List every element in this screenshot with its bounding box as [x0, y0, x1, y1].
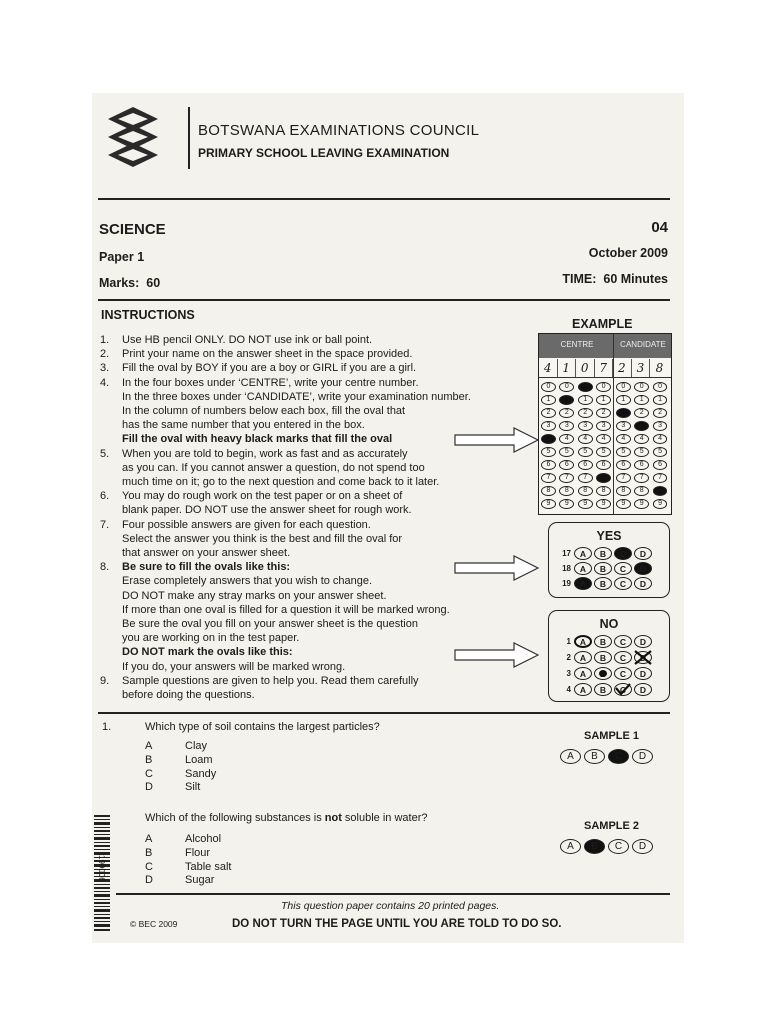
answer-bubble: 6: [596, 460, 611, 470]
marks-value: 60: [146, 276, 161, 290]
answer-bubble: 8: [616, 486, 631, 496]
answer-bubble: 3: [616, 421, 631, 431]
option: B Loam: [145, 753, 213, 766]
exam-date: October 2009: [588, 246, 668, 260]
arrow-right-icon: [454, 641, 540, 669]
answer-oval-c: C: [614, 667, 632, 680]
council-name: BOTSWANA EXAMINATIONS COUNCIL: [198, 122, 480, 139]
option: A Clay: [145, 740, 208, 752]
oval-group: [574, 651, 652, 664]
instruction-line: In the three boxes under ‘CANDIDATE’, write your examination number.: [122, 390, 471, 403]
subject: SCIENCE: [99, 221, 166, 238]
answer-bubble: 7: [634, 473, 649, 483]
rule-top: [98, 198, 670, 200]
answer-bubble: 7: [653, 473, 668, 483]
answer-oval-b: B: [584, 839, 605, 854]
answer-bubble: 4: [541, 434, 556, 444]
rule-questions: [98, 712, 670, 714]
dot-mark-icon: [599, 670, 607, 677]
answer-bubble: 4: [653, 434, 668, 444]
answer-oval-b: B: [594, 547, 612, 560]
answer-bubble: 9: [541, 499, 556, 509]
no-row: [557, 635, 652, 648]
answer-oval-c: C: [614, 577, 632, 590]
answer-bubble: 9: [578, 499, 593, 509]
bubble-row: [539, 497, 671, 510]
answer-bubble: 1: [634, 395, 649, 405]
answer-bubble: 9: [596, 499, 611, 509]
answer-bubble: 1: [596, 395, 611, 405]
answer-bubble: 2: [596, 408, 611, 418]
option: C Sandy: [145, 767, 217, 780]
answer-bubble: 8: [653, 486, 668, 496]
answer-bubble: 6: [653, 460, 668, 470]
answer-oval-a: A: [574, 635, 592, 648]
answer-oval-d: D: [634, 635, 652, 648]
no-box: [548, 610, 670, 702]
answer-bubble: 2: [541, 408, 556, 418]
answer-bubble: 0: [596, 382, 611, 392]
answer-oval-b: B: [594, 651, 612, 664]
instruction-line: 2. Print your name on the answer sheet in the space provided.: [100, 348, 413, 361]
instruction-line: If more than one oval is filled for a question it will be marked wrong.: [122, 603, 450, 616]
answer-bubble: 9: [653, 499, 668, 509]
answer-bubble: 7: [541, 473, 556, 483]
answer-oval-d: D: [634, 547, 652, 560]
header-divider: [188, 107, 190, 169]
no-row: [557, 667, 652, 680]
answer-oval-b: B: [584, 749, 605, 764]
time-value: 60 Minutes: [603, 272, 668, 286]
instruction-line: If you do, your answers will be marked wrong.: [122, 660, 346, 673]
answer-bubble: 2: [634, 408, 649, 418]
answer-bubble: 1: [578, 395, 593, 405]
answer-bubble: 5: [653, 447, 668, 457]
answer-bubble: 0: [559, 382, 574, 392]
answer-bubble: 0: [578, 382, 593, 392]
answer-bubble: 6: [559, 460, 574, 470]
answer-bubble: 1: [616, 395, 631, 405]
answer-oval-c: C: [614, 562, 632, 575]
answer-bubble: 7: [596, 473, 611, 483]
answer-oval-c: C: [614, 635, 632, 648]
answer-bubble: 6: [578, 460, 593, 470]
page-count: This question paper contains 20 printed pages.: [281, 900, 500, 912]
sample-label: SAMPLE 1: [584, 730, 640, 742]
answer-bubble: 2: [653, 408, 668, 418]
answer-oval-d: D: [634, 683, 652, 696]
bubble-grid: [539, 380, 671, 510]
instruction-line: before doing the questions.: [122, 689, 255, 702]
row-number: 3: [566, 669, 571, 678]
answer-oval-a: A: [574, 683, 592, 696]
bubble-row: [539, 458, 671, 471]
oval-group: [560, 749, 653, 764]
instructions-title: INSTRUCTIONS: [101, 308, 195, 322]
answer-oval-b: [594, 667, 612, 680]
bubble-row: [539, 471, 671, 484]
yes-row: [557, 562, 652, 575]
instruction-line: 1. Use HB pencil ONLY. DO NOT use ink or ball point.: [100, 334, 373, 346]
answer-bubble: 2: [616, 408, 631, 418]
instruction-line: Fill the oval with heavy black marks that fill the oval: [122, 433, 393, 446]
answer-oval-c: C: [608, 749, 629, 764]
instruction-line: 4. In the four boxes under ‘CENTRE’, write your centre number.: [100, 376, 419, 389]
row-number: 4: [566, 685, 571, 694]
instruction-line: Select the answer you think is the best and fill the oval for: [122, 532, 403, 545]
instruction-line: Erase completely answers that you wish to change.: [122, 575, 373, 588]
yes-title: YES: [596, 529, 622, 543]
answer-bubble: 3: [596, 421, 611, 431]
bubble-row: [539, 380, 671, 393]
instruction-line: has the same number that you entered in the box.: [122, 419, 365, 432]
answer-oval-b: B: [594, 577, 612, 590]
bubble-row: [539, 445, 671, 458]
yes-row: [557, 547, 652, 560]
instruction-line: DO NOT make any stray marks on your answer sheet.: [122, 589, 387, 602]
answer-oval-a: A: [560, 839, 581, 854]
oval-group: [574, 562, 652, 575]
oval-group: [574, 635, 652, 648]
digit-cell: 1: [558, 359, 577, 377]
answer-oval-a: A: [574, 562, 592, 575]
no-title: NO: [599, 617, 619, 631]
bubble-row: [539, 393, 671, 406]
answer-oval-c: C: [614, 651, 632, 664]
answer-bubble: 6: [634, 460, 649, 470]
answer-oval-b: B: [594, 635, 612, 648]
answer-oval-d: D: [634, 667, 652, 680]
oval-group: [574, 577, 652, 590]
option: C Table salt: [145, 860, 232, 873]
digit-cell: 0: [576, 359, 595, 377]
instruction-line: blank paper. DO NOT use the answer sheet for rough work.: [122, 504, 412, 517]
answer-bubble: 0: [653, 382, 668, 392]
answer-bubble: 0: [541, 382, 556, 392]
question-options: [145, 833, 231, 888]
instruction-line: you are working on in the test paper.: [122, 632, 300, 645]
bubble-row: [539, 484, 671, 497]
answer-bubble: 0: [634, 382, 649, 392]
answer-bubble: 9: [559, 499, 574, 509]
paper-number: Paper 1: [99, 250, 145, 264]
answer-bubble: 3: [634, 421, 649, 431]
answer-bubble: 1: [541, 395, 556, 405]
answer-bubble: 8: [578, 486, 593, 496]
sample-label: SAMPLE 2: [584, 820, 640, 832]
bubble-row: [539, 419, 671, 432]
no-row: [557, 683, 652, 696]
yes-row: [557, 577, 652, 590]
answer-bubble: 4: [559, 434, 574, 444]
row-number: 1: [566, 637, 571, 646]
answer-bubble: 9: [616, 499, 631, 509]
answer-bubble: 3: [653, 421, 668, 431]
time: [562, 272, 668, 286]
example-title: EXAMPLE: [572, 317, 633, 331]
option: D Sugar: [145, 874, 215, 887]
copyright: © BEC 2009: [130, 919, 178, 929]
question-options: [145, 740, 216, 795]
sample-answer: [560, 839, 653, 854]
answer-bubble: 4: [596, 434, 611, 444]
question-number: 1.: [102, 721, 112, 733]
paper-code: 04: [651, 219, 668, 236]
option: D Silt: [145, 781, 201, 794]
barcode-number: 199006: [97, 855, 106, 882]
answer-oval-c: C: [614, 683, 632, 696]
oval-group: [560, 839, 653, 854]
time-label: TIME:: [562, 272, 597, 286]
question-text: Which type of soil contains the largest particles?: [145, 721, 380, 733]
bec-logo-icon: [104, 105, 162, 173]
exam-paper: [92, 93, 684, 943]
warning: DO NOT TURN THE PAGE UNTIL YOU ARE TOLD TO DO SO.: [232, 918, 562, 930]
yes-box: [548, 522, 670, 598]
answer-bubble: 9: [634, 499, 649, 509]
option: A Alcohol: [145, 833, 222, 845]
answer-bubble: 5: [541, 447, 556, 457]
answer-bubble: 8: [634, 486, 649, 496]
option: B Flour: [145, 846, 211, 859]
answer-bubble: 3: [578, 421, 593, 431]
arrow-right-icon: [454, 554, 540, 582]
digit-cell: 2: [613, 359, 632, 377]
answer-oval-b: B: [594, 683, 612, 696]
answer-bubble: 7: [616, 473, 631, 483]
answer-bubble: 2: [559, 408, 574, 418]
oval-group: [574, 683, 652, 696]
row-number: 17: [562, 549, 571, 558]
digit-row: [539, 359, 671, 378]
instruction-line: 3. Fill the oval by BOY if you are a boy or GIRL if you are a girl.: [100, 362, 417, 375]
answer-bubble: 5: [596, 447, 611, 457]
answer-bubble: 4: [616, 434, 631, 444]
instruction-line: Be sure the oval you fill on your answer sheet is the question: [122, 618, 418, 631]
answer-oval-d: D: [632, 839, 653, 854]
instruction-line: as you can. If you cannot answer a question, do not spend too: [122, 461, 425, 474]
answer-bubble: 6: [616, 460, 631, 470]
answer-oval-a: A: [574, 667, 592, 680]
answer-bubble: 1: [653, 395, 668, 405]
instruction-line: DO NOT mark the ovals like this:: [122, 646, 293, 659]
answer-oval-a: A: [574, 651, 592, 664]
instruction-line: that answer on your answer sheet.: [122, 547, 291, 560]
answer-bubble: 3: [541, 421, 556, 431]
answer-bubble: 5: [634, 447, 649, 457]
no-row: [557, 651, 652, 664]
instruction-line: In the column of numbers below each box, fill the oval that: [122, 405, 406, 418]
instruction-line: 7. Four possible answers are given for each question.: [100, 518, 371, 531]
rule-meta: [98, 299, 670, 301]
instructions-list: [100, 333, 471, 702]
answer-bubble: 3: [559, 421, 574, 431]
answer-bubble: 4: [634, 434, 649, 444]
answer-bubble: 0: [616, 382, 631, 392]
centre-label: CENTRE: [560, 340, 594, 349]
answer-oval-a: A: [560, 749, 581, 764]
answer-bubble: 7: [559, 473, 574, 483]
row-number: 19: [562, 579, 571, 588]
digit-cell: 3: [632, 359, 651, 377]
bubble-row: [539, 432, 671, 445]
row-number: 2: [566, 653, 571, 662]
instruction-line: much time on it; go to the next question and come back to it later.: [122, 476, 440, 489]
oval-group: [574, 667, 652, 680]
answer-bubble: 6: [541, 460, 556, 470]
answer-oval-d: D: [632, 749, 653, 764]
answer-oval-a: A: [574, 547, 592, 560]
example-grid: [538, 333, 672, 515]
question-text: Which of the following substances is not soluble in water?: [145, 812, 428, 824]
answer-bubble: 2: [578, 408, 593, 418]
answer-bubble: 5: [559, 447, 574, 457]
answer-oval-d: D: [634, 651, 652, 664]
digit-cell: 4: [539, 359, 558, 377]
answer-bubble: 5: [616, 447, 631, 457]
instruction-line: 5. When you are told to begin, work as fast and as accurately: [100, 447, 408, 460]
row-number: 18: [562, 564, 571, 573]
marks-label: Marks:: [99, 276, 140, 290]
answer-oval-b: B: [594, 562, 612, 575]
answer-bubble: 4: [578, 434, 593, 444]
arrow-right-icon: [454, 426, 540, 454]
rule-footer: [116, 893, 670, 895]
answer-bubble: 8: [559, 486, 574, 496]
answer-bubble: 1: [559, 395, 574, 405]
oval-group: [574, 547, 652, 560]
exam-title: PRIMARY SCHOOL LEAVING EXAMINATION: [198, 146, 450, 160]
instruction-line: 6. You may do rough work on the test paper or on a sheet of: [100, 490, 403, 503]
answer-oval-d: D: [634, 562, 652, 575]
digit-cell: 8: [655, 361, 664, 375]
candidate-label: CANDIDATE: [620, 340, 666, 349]
answer-oval-a: A: [574, 577, 592, 590]
bubble-row: [539, 406, 671, 419]
digit-cell: 7: [595, 359, 614, 377]
cross-mark-icon: [633, 650, 653, 665]
answer-oval-c: C: [608, 839, 629, 854]
tick-mark-icon: [613, 682, 633, 697]
answer-bubble: 8: [541, 486, 556, 496]
answer-oval-d: D: [634, 577, 652, 590]
answer-bubble: 8: [596, 486, 611, 496]
answer-bubble: 5: [578, 447, 593, 457]
instruction-line: 9. Sample questions are given to help you. Read them carefully: [100, 674, 419, 687]
sample-answer: [560, 749, 653, 764]
instruction-line: 8. Be sure to fill the ovals like this:: [100, 561, 291, 574]
marks: [99, 276, 160, 290]
answer-bubble: 7: [578, 473, 593, 483]
answer-oval-c: C: [614, 547, 632, 560]
